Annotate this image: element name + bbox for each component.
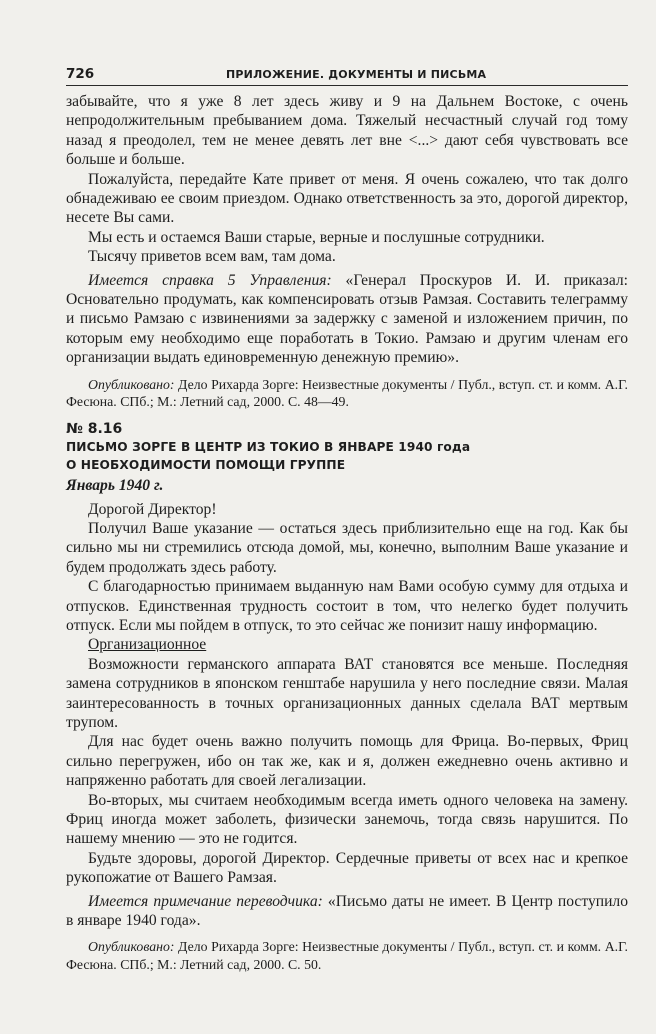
publication-text: Дело Рихарда Зорге: Неизвестные документы / Публ., вступ. ст. и комм. А.Г. Фесюна. СПб.; М.: Летний сад, 2000. С. 48—49. bbox=[66, 376, 628, 409]
note-label: Имеется справка 5 Управления: bbox=[88, 271, 332, 289]
letter-paragraph: Будьте здоровы, дорогой Директор. Сердечные приветы от всех нас и крепкое рукопожатие от Вашего Рамзая. bbox=[66, 849, 628, 887]
translator-note-text: «Письмо даты не имеет. В Центр поступило в январе 1940 года». bbox=[66, 892, 629, 930]
document-date: Январь 1940 г. bbox=[66, 477, 164, 495]
note-paragraph bbox=[66, 271, 628, 368]
page-number: 726 bbox=[66, 66, 95, 82]
paragraph: Тысячу приветов всем вам, там дома. bbox=[88, 248, 336, 266]
section-heading bbox=[66, 635, 628, 654]
letter-paragraph: Получил Ваше указание — остаться здесь приблизительно еще на год. Как бы сильно мы ни стремились отсюда домой, мы, конечно, выполним Ваше указание и будем продолжать здесь работу. bbox=[66, 519, 628, 576]
document-number: № 8.16 bbox=[66, 421, 123, 438]
document-title-line-2: О НЕОБХОДИМОСТИ ПОМОЩИ ГРУППЕ bbox=[66, 458, 346, 473]
page-header bbox=[66, 66, 628, 86]
publication-note bbox=[66, 938, 628, 972]
page-body bbox=[66, 92, 628, 973]
note-text: «Генерал Проскуров И. И. приказал: Основательно продумать, как компенсировать отзыв Рамзая. Составить телеграмму и письмо Рамзаю с извинениями за задержку с заменой и изложением причин, по которым ему необходимо еще поработать в Токио. Рамзаю и другим членам его организации выдать единовременную денежную премию». bbox=[66, 271, 628, 367]
translator-note bbox=[66, 892, 628, 931]
letter-paragraph: Во-вторых, мы считаем необходимым всегда иметь одного человека на замену. Фриц иногда может заболеть, физически занемочь, тогда связь нарушится. По нашему мнению — это не годится. bbox=[66, 791, 628, 848]
paragraph: Пожалуйста, передайте Кате привет от меня. Я очень сожалею, что так долго обнадеживаю ее своим приездом. Однако ответственность за это, дорогой директор, несете Вы сами. bbox=[66, 170, 628, 227]
letter-paragraph: С благодарностью принимаем выданную нам Вами особую сумму для отдыха и отпусков. Единственная трудность состоит в том, что нелегко будет получить отпуск. Если мы пойдем в отпуск, то это сейчас же понизит нашу информацию. bbox=[66, 578, 628, 634]
paragraph: Мы есть и остаемся Ваши старые, верные и послушные сотрудники. bbox=[88, 228, 545, 246]
publication-label: Опубликовано: bbox=[88, 939, 175, 955]
publication-text: Дело Рихарда Зорге: Неизвестные документы / Публ., вступ. ст. и комм. А.Г. Фесюна. СПб.; М.: Летний сад, 2000. С. 50. bbox=[66, 939, 628, 972]
letter-paragraph: Возможности германского аппарата ВАТ становятся все меньше. Последняя замена сотрудников в японском генштабе нарушила у него последние связи. Малая заинтересованность в точных организационных данных сделала ВАТ мертвым трупом. bbox=[66, 655, 628, 731]
letter-greeting: Дорогой Директор! bbox=[88, 500, 217, 518]
paragraph: забывайте, что я уже 8 лет здесь живу и 9 на Дальнем Востоке, с очень непродолжительным пребыванием дома. Тяжелый несчастный случай год тому назад я преодолел, тем не менее девять лет вне <...> дают себя чувствовать все больше и больше. bbox=[66, 93, 628, 169]
document-title-line-1: ПИСЬМО ЗОРГЕ В ЦЕНТР ИЗ ТОКИО В ЯНВАРЕ 1940 года bbox=[66, 440, 471, 455]
letter-paragraph: Для нас будет очень важно получить помощь для Фрица. Во-первых, Фриц сильно перегружен, ибо он так же, как и я, должен ежедневно очень активно и напряженно работать для своей легализации. bbox=[66, 733, 628, 790]
running-head: ПРИЛОЖЕНИЕ. ДОКУМЕНТЫ И ПИСЬМА bbox=[226, 68, 487, 81]
translator-note-label: Имеется примечание переводчика: bbox=[88, 892, 323, 910]
publication-note bbox=[66, 376, 628, 410]
section-heading-text: Организационное bbox=[88, 636, 207, 654]
publication-label: Опубликовано: bbox=[88, 376, 175, 392]
